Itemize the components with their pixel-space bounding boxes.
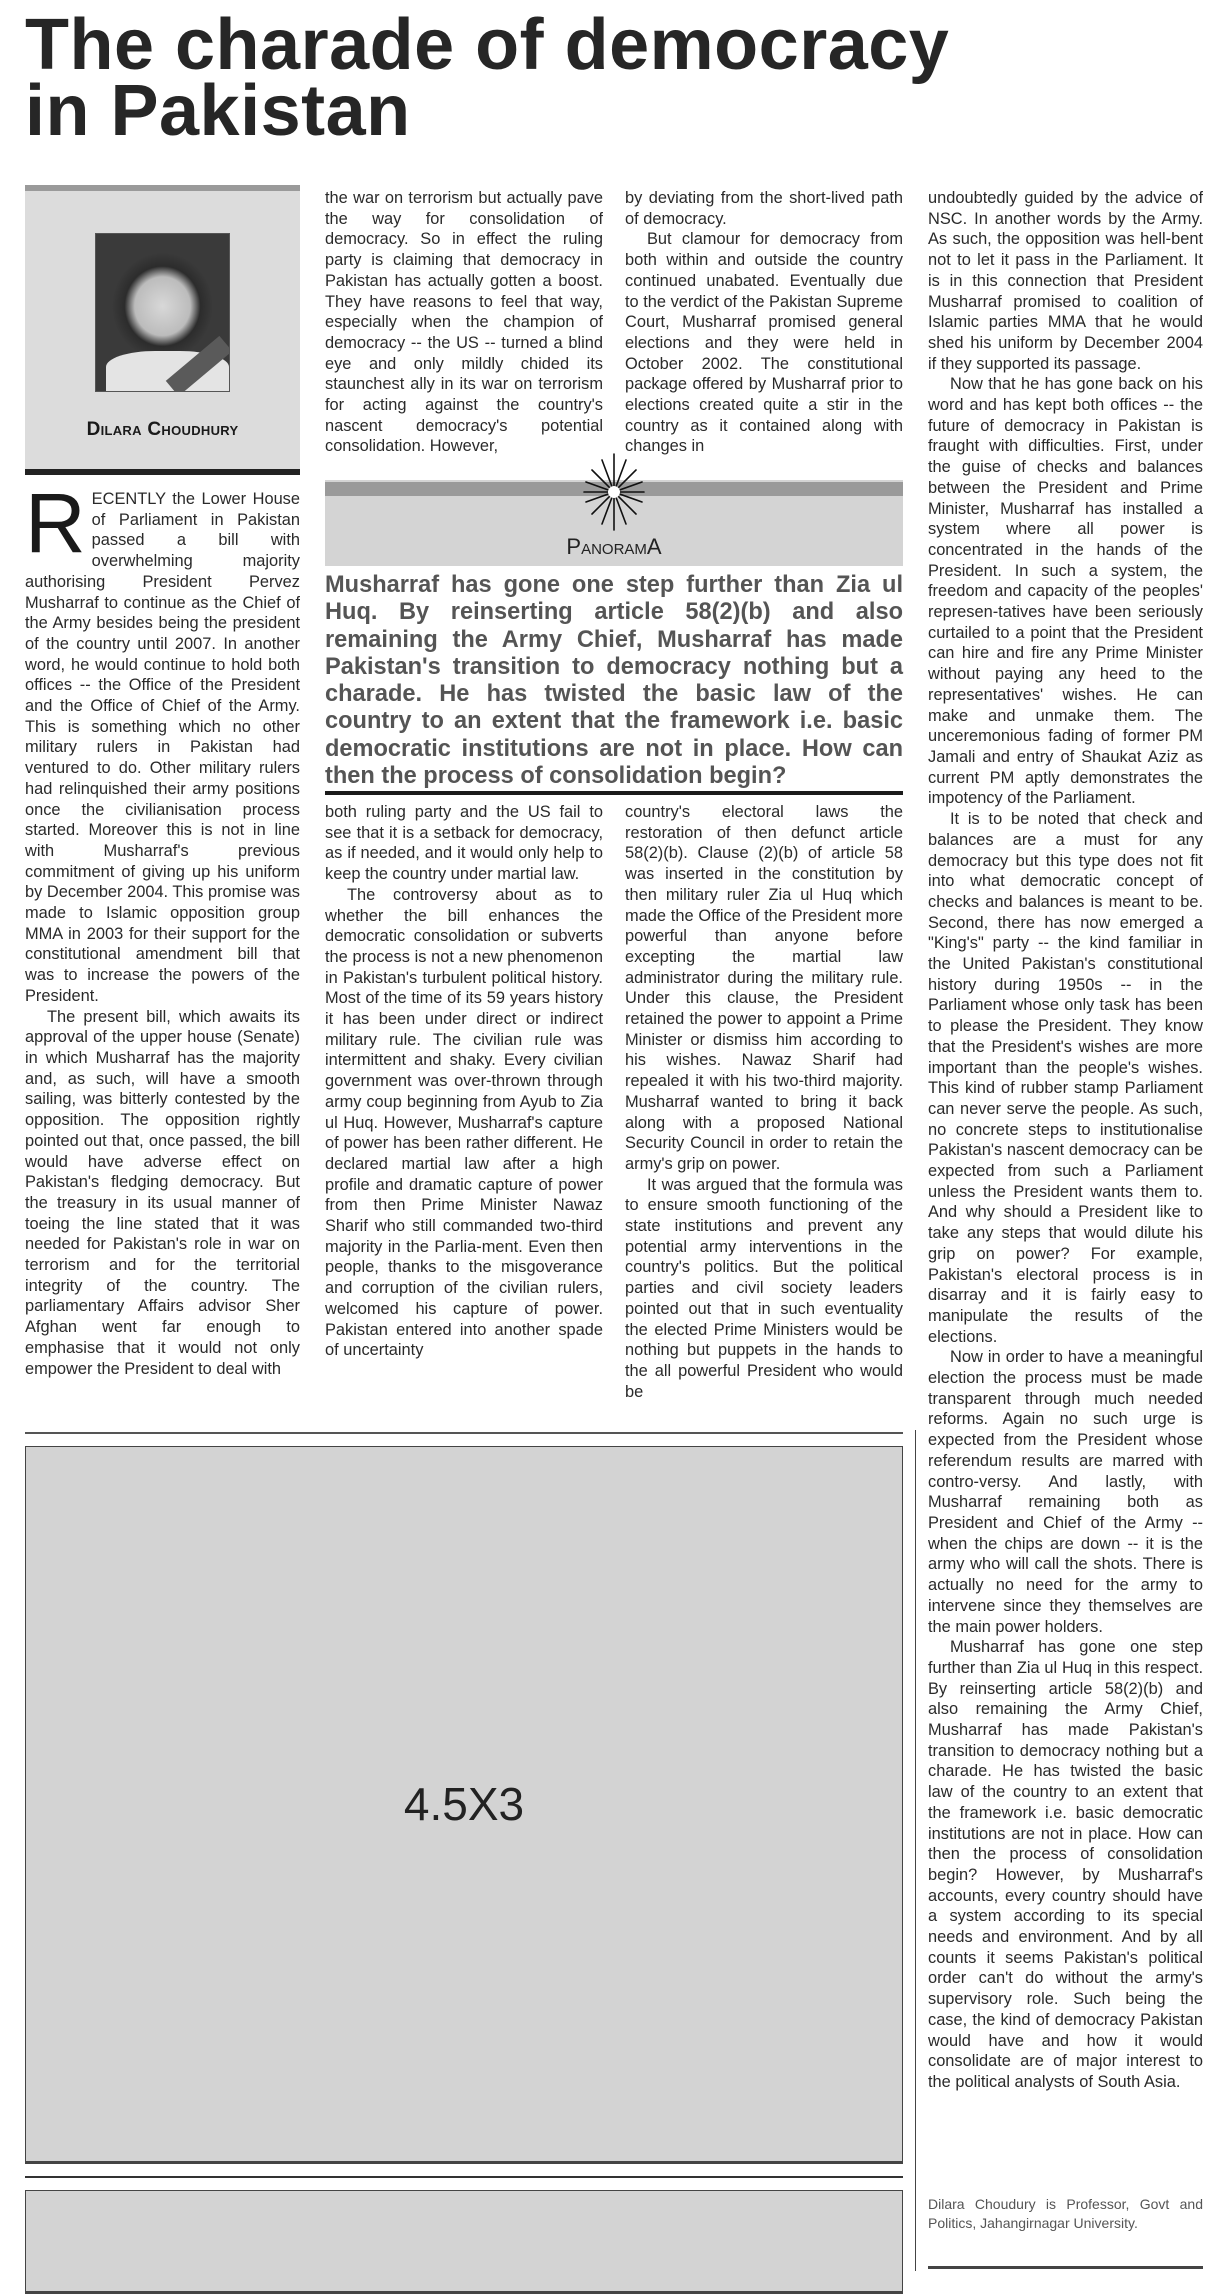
paragraph: both ruling party and the US fail to see that it is a setback for democracy, as if needed, and it would only help to keep the country under martial law. xyxy=(325,803,603,884)
headline-line-1: The charade of democracy xyxy=(25,5,950,85)
paragraph: But clamour for democracy from both within and outside the country continued unabated. Eventually due to the verdict of the Pakistan Supreme Court, Musharraf promised general elections and they were held in October 2002. The constitutional package offered by Musharraf prior to elections created quite a stir in the country as it contained along with changes in xyxy=(625,230,903,456)
paragraph xyxy=(25,489,300,1007)
pull-quote-rule xyxy=(325,791,903,795)
headline-line-2: in Pakistan xyxy=(25,71,411,151)
paragraph: Now that he has gone back on his word and has kept both offices -- the future of democracy in Pakistan is fraught with difficulties. First, under the guise of checks and balances between the President and Prime Minister, Musharraf has installed a system where all power is concentrated in the hands of the President. In such a system, the freedom and capacity of the peoples' represen-tatives have been seriously curtailed to a point that the President can hire and fire any Prime Minister without paying any heed to the representatives' wishes. He can make and unmake them. The unceremonious fading of former PM Jamali and entry of Shaukat Aziz as current PM aptly demonstrates the impotency of the Parliament. xyxy=(928,375,1203,808)
column-3-top xyxy=(625,188,903,478)
paragraph-text: ECENTLY the Lower House of Parliament in Pakistan passed a bill with overwhelming majority authorising President Pervez Musharraf to continue as the Chief of the Army besides being the president of the country until 2007. In another word, he would continue to hold both offices -- the Office of the President and the Office of Chief of the Army. This is something which no other military rulers in Pakistan had ventured to do. Other military rulers had relinquished their army positions once the civilianisation process started. Moreover this is not in line with Musharraf's previous commitment of giving up his uniform by December 2004. This promise was made to Islamic opposition group MMA in 2003 for their support for the constitutional amendment bill that was to increase the powers of the President. xyxy=(25,490,300,1005)
paragraph: The controversy about as to whether the bill enhances the democratic consolidation or subverts the process is not a new phenomenon in Pakistan's turbulent political history. Most of the time of its 59 years history it has been under direct or indirect military rule. The civilian rule was intermittent and shaky. Every civilian government was over-thrown through army coup beginning from Ayub to Zia ul Huq. However, Musharraf's capture of power has been rather different. He declared martial law after a high profile and dramatic capture of power from then Prime Minister Nawaz Sharif who still commanded two-third majority in the Parlia-ment. Even then people, thanks to the misgoverance and corruption of the civilian rulers, welcomed his capture of power. Pakistan entered into another spade of uncertainty xyxy=(325,885,603,1360)
headline xyxy=(25,5,1025,151)
paragraph: Now in order to have a meaningful election the process must be made transparent through much needed reforms. Again no such urge is expected from the President whose referendum results are marred with contro-versy. And lastly, with Musharraf remaining both as President and Chief of the Army -- when the chips are down -- it is the army who will call the shots. There is actually no need for the army to intervene since they themselves are the main power holders. xyxy=(928,1348,1203,1636)
ad-placeholder-2 xyxy=(25,2190,903,2294)
starburst-icon xyxy=(574,452,654,532)
author-box xyxy=(25,185,300,475)
author-name: Dilara Choudhury xyxy=(86,419,239,440)
paragraph: by deviating from the short-lived path of democracy. xyxy=(625,189,903,228)
panorama-label: PanoramA xyxy=(566,534,662,559)
section-rule xyxy=(25,1432,903,1434)
ad-placeholder xyxy=(25,1446,903,2164)
column-3-bottom xyxy=(625,802,903,1415)
paragraph: country's electoral laws the restoration of then defunct article 58(2)(b). Clause (2)(b) of article 58 was inserted in the constitution by then military ruler Zia ul Huq which made the Office of the President more powerful than anyone before excepting the martial law administrator during the military rule. Under this clause, the President retained the power to appoint a Prime Minister or dismiss him according to his wishes. Nawaz Sharif had repealed it with his two-third majority. Musharraf wanted to bring it back along with a proposed National Security Council in order to retain the army's grip on power. xyxy=(625,803,903,1173)
paragraph: The present bill, which awaits its approval of the upper house (Senate) in which Musharraf has the majority and, as such, will have a smooth sailing, was bitterly contested by the opposition. The opposition rightly pointed out that, once passed, the bill would have adverse effect on Pakistan's fledging democracy. But the treasury in its usual manner of toeing the line stated that it was needed for Pakistan's role in war on terrorism and for the territorial integrity of the country. The parliamentary Affairs advisor Sher Afghan went far enough to emphasise that it would not only empower the President to deal with xyxy=(25,1007,300,1378)
drop-cap: R xyxy=(25,489,86,570)
column-2-top xyxy=(325,188,603,478)
column-divider xyxy=(915,1430,916,2271)
paragraph: Musharraf has gone one step further than Zia ul Huq in this respect. By reinserting article 58(2)(b) and also remaining the Army Chief, Musharraf has made Pakistan's transition to democracy nothing but a charade. He has twisted the basic law of the country to an extent that the framework i.e. basic democratic institutions are not in place. How can then the process of consolidation begin? However, by Musharraf's accounts, every country should have a system according to its special needs and environment. And by all counts it seems Pakistan's political order can't do without the army's supervisory role. Such being the case, the kind of democracy Pakistan would have and how it would consolidate are of major interest to the political analysts of South Asia. xyxy=(928,1638,1203,2091)
section-rule xyxy=(25,2176,903,2178)
column-1 xyxy=(25,489,300,1415)
column-2-bottom xyxy=(325,802,603,1415)
paragraph: It was argued that the formula was to ensure smooth functioning of the state institutions and prevent any potential army interventions in the country's politics. But the political parties and civil society leaders pointed out that in such eventuality the elected Prime Ministers would be nothing but puppets in the hands to the all powerful President who would be xyxy=(625,1175,903,1401)
paragraph: undoubtedly guided by the advice of NSC. In another words by the Army. As such, the opposition was hell-bent not to let it pass in the Parliament. It is in this connection that President Musharraf promised to coalition of Islamic parties MMA that he would shed his uniform by December 2004 if they supported its passage. xyxy=(928,189,1203,373)
paragraph: the war on terrorism but actually pave the way for consolidation of democracy. So in effect the ruling party is claiming that democracy in Pakistan has actually gotten a boost. They have reasons to feel that way, especially when the champion of democracy -- the US -- turned a blind eye and only mildly chided its staunchest ally in its war on terrorism for acting against the country's nascent democracy's potential consolidation. However, xyxy=(325,189,603,456)
ad-size-label: 4.5X3 xyxy=(403,1778,525,1830)
column-4-end-rule xyxy=(928,2266,1203,2269)
pull-quote: Musharraf has gone one step further than Zia ul Huq. By reinserting article 58(2)(b) and also remaining the Army Chief, Musharraf has made Pakistan's transition to democracy nothing but a charade. He has twisted the basic law of the country to an extent that the framework i.e. basic democratic institutions are not in place. How can then the process of consolidation begin? xyxy=(325,572,903,790)
author-bio: Dilara Choudury is Professor, Govt and Politics, Jahangirnagar University. xyxy=(928,2196,1203,2231)
paragraph: It is to be noted that check and balances are a must for any democracy but this type does not fit into what democratic concept of checks and balances is meant to be. Second, there has now emerged a "King's" party -- the kind familiar in the United Pakistan's constitutional history during 1950s -- in the Parliament whose only task has been to please the President. They know that the President's wishes are more important than the people's wishes. This kind of rubber stamp Parliament can never serve the people. As such, no concrete steps to institutionalise Pakistan's nascent democracy can be expected from such a Parliament unless the President wants them to. And why should a President like to take any steps that would dilute his grip on power? For example, Pakistan's electoral process is in disarray and it is fairly easy to manipulate the results of the elections. xyxy=(928,810,1203,1346)
column-4 xyxy=(928,188,1203,2178)
author-photo xyxy=(95,233,230,392)
